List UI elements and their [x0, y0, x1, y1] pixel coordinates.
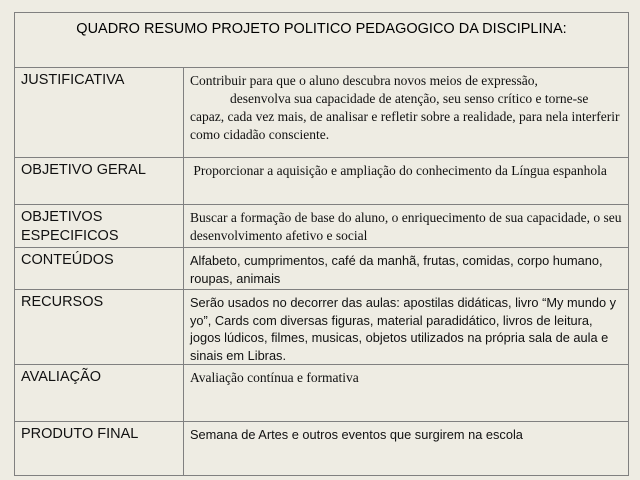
row-label: JUSTIFICATIVA	[15, 68, 184, 157]
row-value: Serão usados no decorrer das aulas: apostilas didáticas, livro “My mundo y yo”, Cards com diversas figuras, material paradidático, livros de leitura, jogos lúdicos, filmes, musicas, objetos utilizados na própria sala de aula e sinais em Libras.	[190, 295, 617, 363]
row-label: OBJETIVOS ESPECIFICOS	[15, 205, 184, 247]
row-label: OBJETIVO GERAL	[15, 158, 184, 204]
table-row-avaliacao	[15, 365, 628, 422]
row-value: Semana de Artes e outros eventos que surgirem na escola	[190, 427, 523, 442]
row-value: Proporcionar a aquisição e ampliação do conhecimento da Língua espanhola	[190, 163, 607, 178]
row-value-first-line: Contribuir para que o aluno descubra novos meios de expressão,	[190, 73, 538, 88]
row-value: Avaliação contínua e formativa	[190, 370, 359, 385]
table-row-objetivo-geral	[15, 158, 628, 205]
row-label: RECURSOS	[15, 290, 184, 364]
table-row-recursos	[15, 290, 628, 365]
table-title: QUADRO RESUMO PROJETO POLITICO PEDAGOGICO DA DISCIPLINA:	[15, 13, 628, 68]
row-label: PRODUTO FINAL	[15, 422, 184, 475]
table-row-objetivos-especificos	[15, 205, 628, 248]
row-value	[190, 68, 624, 144]
table-row-justificativa	[15, 68, 628, 158]
row-value-rest: desenvolva sua capacidade de atenção, seu senso crítico e torne-se capaz, cada vez mais, de analisar e refletir sobre a realidade, para nela interferir como cidadão consciente.	[190, 91, 620, 142]
table-row-conteudos	[15, 248, 628, 290]
summary-table	[14, 12, 629, 476]
row-label: CONTEÚDOS	[15, 248, 184, 289]
table-row-produto-final	[15, 422, 628, 475]
row-value: Alfabeto, cumprimentos, café da manhã, frutas, comidas, corpo humano, roupas, animais	[190, 253, 603, 286]
row-label: AVALIAÇÃO	[15, 365, 184, 421]
row-value: Buscar a formação de base do aluno, o enriquecimento de sua capacidade, o seu desenvolvimento afetivo e social	[190, 210, 622, 243]
